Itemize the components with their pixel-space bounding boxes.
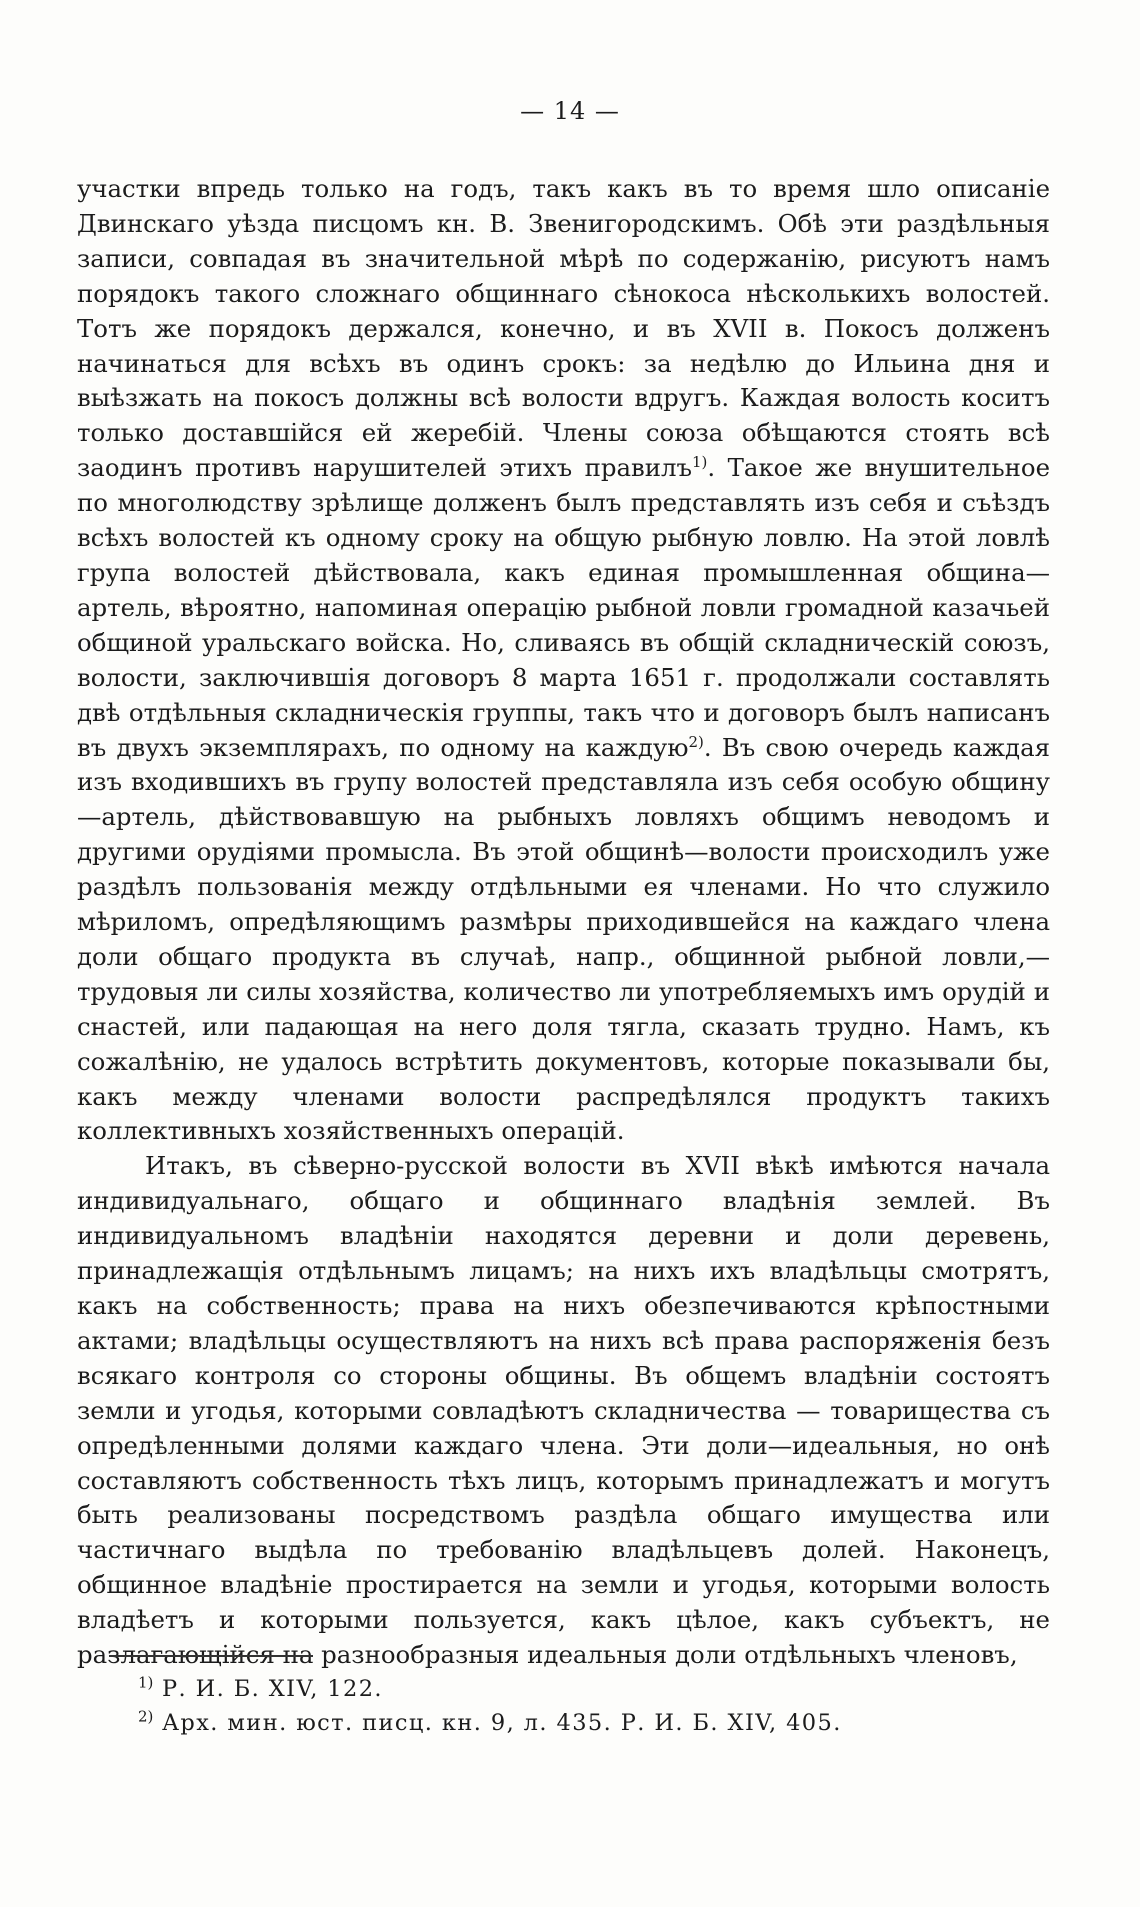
paragraph-1 — [77, 172, 1050, 1149]
footnote-2-mark: 2) — [138, 1707, 154, 1726]
footnote-1-mark: 1) — [138, 1673, 154, 1692]
footnote-ref-2: 2) — [688, 732, 704, 751]
paragraph-1-part-3: . Въ свою очередь каждая изъ входившихъ въ групу волостей представляла изъ себя особую общину—артель, дѣйствовавшую на рыбныхъ ловляхъ общимъ неводомъ и другими орудiями промысла. Въ этой общинѣ—волости происходилъ уже раздѣлъ пользованiя между отдѣльными ея членами. Но что служило мѣриломъ, опредѣляющимъ размѣры приходившейся на каждаго члена доли общаго продукта въ случаѣ, напр., общинной рыбной ловли,—трудовыя ли силы хозяйства, количество ли употребляемыхъ имъ орудiй и снастей, или падающая на него доля тягла, сказать трудно. Намъ, къ сожалѣнiю, не удалось встрѣтить документовъ, которые показывали бы, какъ между членами волости распредѣлялся продуктъ такихъ коллективныхъ хозяйственныхъ операцiй. — [77, 732, 1051, 1146]
footnote-1 — [138, 1672, 1038, 1706]
footnote-1-text: Р. И. Б. XIV, 122. — [153, 1676, 383, 1702]
footnote-ref-1: 1) — [691, 453, 708, 472]
paragraph-2: Итакъ, въ сѣверно-русской волости въ XVII вѣкѣ имѣются начала индивидуальнаго, общаго и общиннаго владѣнiя землей. Въ индивидуальномъ владѣнiи находятся деревни и доли деревень, принадлежащiя отдѣльнымъ лицамъ; на нихъ ихъ владѣльцы смотрятъ, какъ на собственность; права на нихъ обезпечиваются крѣпостными актами; владѣльцы осуществляютъ на нихъ всѣ права распоряженiя безъ всякаго контроля со стороны общины. Въ общемъ владѣнiи состоятъ земли и угодья, которыми совладѣютъ складничества — товарищества съ опредѣленными долями каждаго члена. Эти доли—идеальныя, но онѣ составляютъ собственность тѣхъ лицъ, которымъ принадлежатъ и могутъ быть реализованы посредствомъ раздѣла общаго имущества или частичнаго выдѣла по требованiю владѣльцевъ долей. Наконецъ, общинное владѣнiе простирается на земли и угодья, которыми волость владѣетъ и которыми пользуется, какъ цѣлое, какъ субъектъ, не разлагающiйся на разнообразныя идеальныя доли отдѣльныхъ членовъ, — [77, 1151, 1050, 1670]
paragraph-1-part-1: участки впредь только на годъ, такъ какъ въ то время шло описанiе Двинскаго уѣзда писцомъ кн. В. Звенигородскимъ. Обѣ эти раздѣльныя записи, совпадая въ значительной мѣрѣ по содержанiю, рисуютъ намъ порядокъ такого сложнаго общиннаго сѣнокоса нѣсколькихъ волостей. Тотъ же порядокъ держался, конечно, и въ XVII в. Покосъ долженъ начинаться для всѣхъ въ одинъ срокъ: за недѣлю до Ильина дня и выѣзжать на покосъ должны всѣ волости вдругъ. Каждая волость коситъ только доставшiйся ей жеребiй. Члены союза обѣщаются стоять всѣ заодинъ противъ нарушителей этихъ правилъ — [77, 174, 1050, 483]
footnote-2 — [138, 1706, 1038, 1740]
footnote-2-text: Арх. мин. юст. писц. кн. 9, л. 435. Р. И. Б. XIV, 405. — [153, 1710, 842, 1736]
footnotes — [138, 1672, 1038, 1740]
body-text — [77, 172, 1050, 1673]
paragraph-1-part-2: . Такое же внушительное по многолюдству зрѣлище долженъ былъ представлять изъ себя и съѣздъ всѣхъ волостей къ одному сроку на общую рыбную ловлю. На этой ловлѣ група волостей дѣйствовала, какъ единая промышленная община—артель, вѣроятно, напоминая операцiю рыбной ловли громадной казачьей общиной уральскаго войска. Но, сливаясь въ общiй складническiй союзъ, волости, заключившiя договоръ 8 марта 1651 г. продолжали составлять двѣ отдѣльныя складническiя группы, такъ что и договоръ былъ написанъ въ двухъ экземплярахъ, по одному на каждую — [77, 453, 1050, 762]
page-number: — 14 — — [520, 97, 620, 125]
footnote-divider — [109, 1655, 313, 1657]
